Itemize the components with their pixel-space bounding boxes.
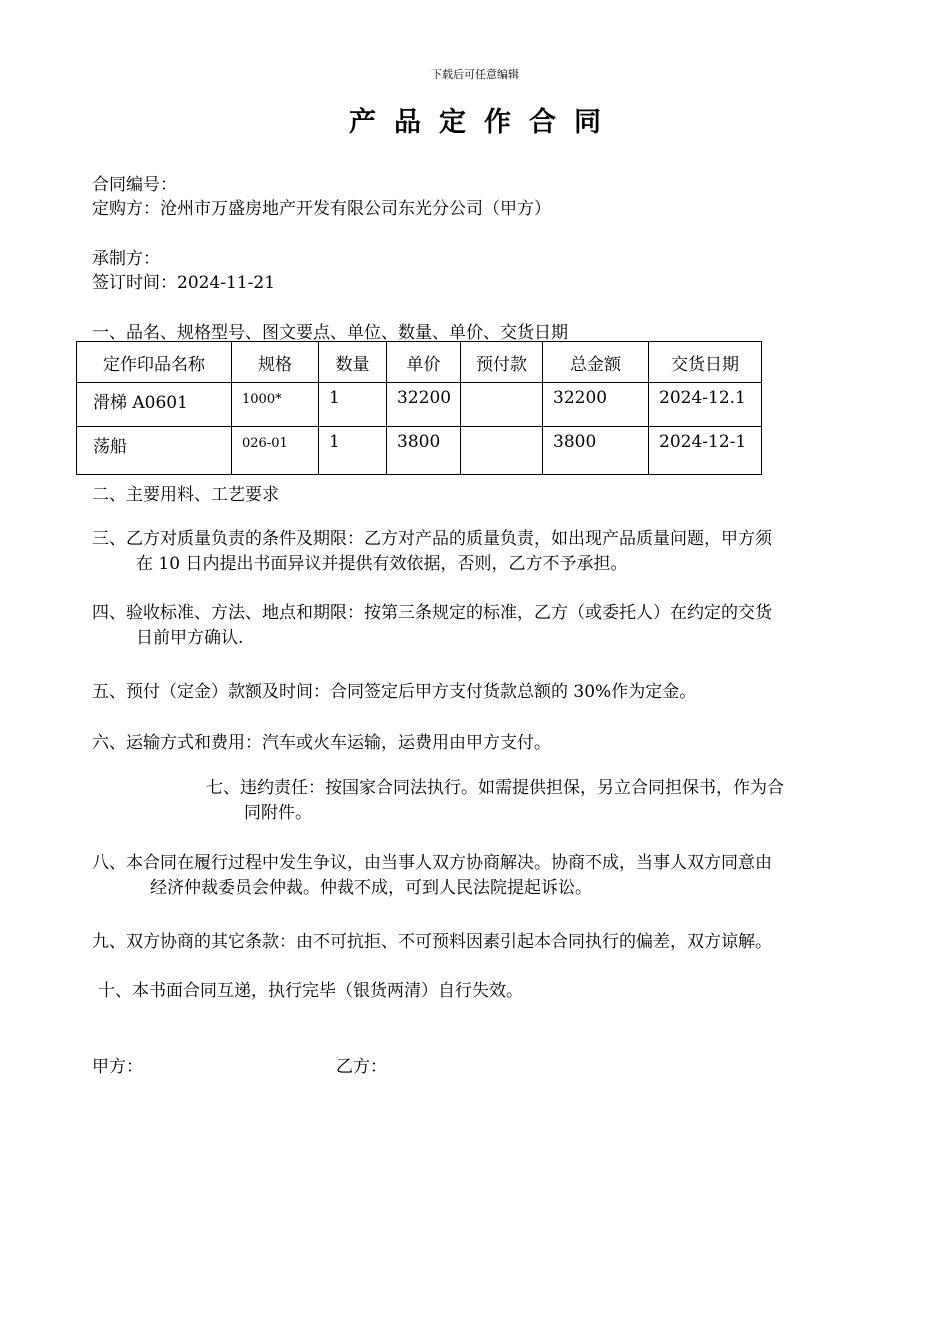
document-title: 产品定作合同 (349, 107, 619, 138)
header-cell-total: 总金额 (543, 342, 649, 383)
section-4-line-2: 日前甲方确认. (136, 628, 244, 648)
header-note: 下载后可任意编辑 (431, 68, 519, 81)
table-header-row (77, 342, 762, 383)
section-5: 五、预付（定金）款额及时间：合同签定后甲方支付货款总额的 30%作为定金。 (92, 682, 697, 702)
section-3-line-1: 三、乙方对质量负责的条件及期限：乙方对产品的质量负责，如出现产品质量问题，甲方须 (92, 529, 772, 549)
section-7-line-2: 同附件。 (244, 803, 312, 823)
cell-name: 荡船 (77, 427, 232, 475)
cell-prepayment (461, 383, 543, 427)
table-row (77, 427, 762, 475)
cell-delivery-date: 2024-12-1 (649, 427, 762, 475)
section-2: 二、主要用料、工艺要求 (92, 485, 279, 505)
party-a-signature-label: 甲方： (92, 1057, 143, 1077)
header-cell-name: 定作印品名称 (77, 342, 232, 383)
cell-spec: 1000* (232, 383, 319, 427)
section-7-line-1: 七、违约责任：按国家合同法执行。如需提供担保，另立合同担保书，作为合 (206, 778, 784, 798)
section-1-heading: 一、品名、规格型号、图文要点、单位、数量、单价、交货日期 (92, 323, 568, 343)
contract-number-label: 合同编号： (92, 175, 177, 195)
cell-quantity: 1 (319, 383, 387, 427)
section-3 (92, 527, 862, 577)
section-6: 六、运输方式和费用：汽车或火车运输，运费用由甲方支付。 (92, 733, 551, 753)
section-4 (92, 601, 862, 651)
section-8-line-2: 经济仲裁委员会仲裁。仲裁不成，可到人民法院提起诉讼。 (150, 878, 592, 898)
cell-quantity: 1 (319, 427, 387, 475)
section-7 (206, 776, 866, 826)
header-cell-delivery-date: 交货日期 (649, 342, 762, 383)
table-row (77, 383, 762, 427)
maker-label: 承制方： (92, 249, 160, 269)
header-cell-spec: 规格 (232, 342, 319, 383)
section-9: 九、双方协商的其它条款：由不可抗拒、不可预料因素引起本合同执行的偏差，双方谅解。 (92, 932, 772, 952)
header-cell-unit-price: 单价 (387, 342, 461, 383)
cell-unit-price: 3800 (387, 427, 461, 475)
cell-total: 3800 (543, 427, 649, 475)
header-cell-prepayment: 预付款 (461, 342, 543, 383)
section-8 (92, 851, 862, 901)
cell-delivery-date: 2024-12.1 (649, 383, 762, 427)
cell-total: 32200 (543, 383, 649, 427)
cell-spec: 026-01 (232, 427, 319, 475)
cell-name: 滑梯 A0601 (77, 383, 232, 427)
buyer-line: 定购方：沧州市万盛房地产开发有限公司东光分公司（甲方） (92, 199, 551, 219)
section-8-line-1: 八、本合同在履行过程中发生争议，由当事人双方协商解决。协商不成，当事人双方同意由 (92, 853, 772, 873)
section-3-line-2: 在 10 日内提出书面异议并提供有效依据，否则，乙方不予承担。 (136, 554, 628, 574)
cell-unit-price: 32200 (387, 383, 461, 427)
cell-prepayment (461, 427, 543, 475)
sign-date: 签订时间：2024-11-21 (92, 273, 276, 293)
party-b-signature-label: 乙方： (336, 1057, 387, 1077)
section-10: 十、本书面合同互递，执行完毕（银货两清）自行失效。 (98, 981, 523, 1001)
section-4-line-1: 四、验收标准、方法、地点和期限：按第三条规定的标准，乙方（或委托人）在约定的交货 (92, 603, 772, 623)
header-cell-quantity: 数量 (319, 342, 387, 383)
items-table (76, 341, 762, 475)
